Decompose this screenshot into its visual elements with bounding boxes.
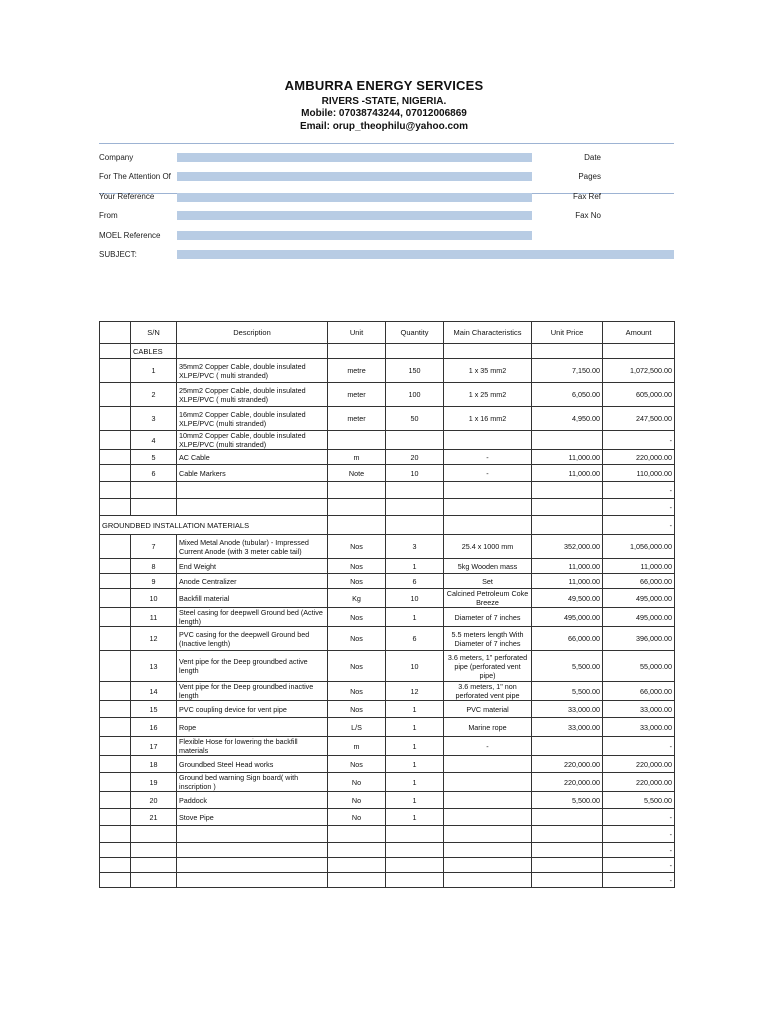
table-row bbox=[100, 873, 675, 888]
table-row bbox=[100, 344, 675, 359]
table-row bbox=[100, 383, 675, 407]
header-sn: S/N bbox=[131, 322, 177, 344]
cell-unit: Nos bbox=[328, 574, 386, 589]
header-main-characteristics: Main Characteristics bbox=[444, 322, 532, 344]
cell-unit-price: 11,000.00 bbox=[532, 559, 603, 574]
company-email: Email: orup_theophilu@yahoo.com bbox=[299, 121, 469, 132]
cell-sn bbox=[131, 843, 177, 858]
cell-quantity: 20 bbox=[386, 450, 444, 465]
cell-blank bbox=[100, 756, 131, 773]
cell-unit-price: 7,150.00 bbox=[532, 359, 603, 383]
cell-blank bbox=[100, 482, 131, 499]
cell-characteristics: PVC material bbox=[444, 701, 532, 718]
cell-characteristics: 1 x 16 mm2 bbox=[444, 407, 532, 431]
cell-characteristics: 3.6 meters, 1" perforated pipe (perforated vent pipe) bbox=[444, 651, 532, 682]
cell-quantity: 10 bbox=[386, 465, 444, 482]
cell-unit bbox=[328, 431, 386, 450]
cell-quantity: 100 bbox=[386, 383, 444, 407]
cell-unit-price: 66,000.00 bbox=[532, 627, 603, 651]
cell-characteristics: Marine rope bbox=[444, 718, 532, 737]
cell-characteristics: 5kg Wooden mass bbox=[444, 559, 532, 574]
cell-unit: meter bbox=[328, 383, 386, 407]
cell-sn: 20 bbox=[131, 792, 177, 809]
company-location: RIVERS -STATE, NIGERIA. bbox=[321, 96, 447, 107]
table-row bbox=[100, 682, 675, 701]
reference-field[interactable] bbox=[177, 193, 532, 202]
cell-blank bbox=[100, 873, 131, 888]
cell-unit: Kg bbox=[328, 589, 386, 608]
cell-sn: 6 bbox=[131, 465, 177, 482]
cell-description bbox=[177, 499, 328, 516]
cell-unit: m bbox=[328, 450, 386, 465]
table-row bbox=[100, 826, 675, 843]
cell-unit bbox=[328, 858, 386, 873]
cell-amount: 605,000.00 bbox=[603, 383, 675, 407]
cell-unit: L/S bbox=[328, 718, 386, 737]
cell-blank bbox=[100, 773, 131, 792]
cell-unit: Nos bbox=[328, 682, 386, 701]
cell-quantity bbox=[386, 843, 444, 858]
cell-description bbox=[177, 858, 328, 873]
cell-quantity bbox=[386, 516, 444, 535]
moel-reference-field[interactable] bbox=[177, 231, 532, 240]
section-title: CABLES bbox=[131, 344, 177, 359]
cell-description: PVC coupling device for vent pipe bbox=[177, 701, 328, 718]
cell-characteristics bbox=[444, 809, 532, 826]
header-blank bbox=[100, 322, 131, 344]
cell-unit-price: 220,000.00 bbox=[532, 773, 603, 792]
cell-amount: 495,000.00 bbox=[603, 608, 675, 627]
cell-characteristics bbox=[444, 482, 532, 499]
cell-blank bbox=[100, 431, 131, 450]
cell-characteristics bbox=[444, 773, 532, 792]
cell-characteristics: - bbox=[444, 450, 532, 465]
cell-sn: 9 bbox=[131, 574, 177, 589]
cell-blank bbox=[100, 682, 131, 701]
cell-quantity bbox=[386, 873, 444, 888]
moel-reference-label: MOEL Reference bbox=[99, 231, 161, 240]
table-row bbox=[100, 858, 675, 873]
table-row bbox=[100, 450, 675, 465]
cell-unit bbox=[328, 843, 386, 858]
cell-unit-price bbox=[532, 499, 603, 516]
cell-unit bbox=[328, 344, 386, 359]
cell-unit: Nos bbox=[328, 701, 386, 718]
cell-blank bbox=[100, 359, 131, 383]
cell-amount: - bbox=[603, 482, 675, 499]
cell-characteristics bbox=[444, 843, 532, 858]
cell-characteristics: 1 x 35 mm2 bbox=[444, 359, 532, 383]
cell-amount: 220,000.00 bbox=[603, 773, 675, 792]
cell-unit-price: 6,050.00 bbox=[532, 383, 603, 407]
cell-unit-price: 49,500.00 bbox=[532, 589, 603, 608]
table-row bbox=[100, 431, 675, 450]
cell-sn: 19 bbox=[131, 773, 177, 792]
cell-blank bbox=[100, 651, 131, 682]
cell-amount: 66,000.00 bbox=[603, 574, 675, 589]
cell-sn bbox=[131, 499, 177, 516]
cell-description: Stove Pipe bbox=[177, 809, 328, 826]
header-unit-price: Unit Price bbox=[532, 322, 603, 344]
cell-characteristics: Calcined Petroleum Coke Breeze bbox=[444, 589, 532, 608]
cell-blank bbox=[100, 465, 131, 482]
cell-description: Flexible Hose for lowering the backfill materials bbox=[177, 737, 328, 756]
date-label: Date bbox=[584, 153, 601, 162]
table-row bbox=[100, 773, 675, 792]
cell-unit-price bbox=[532, 737, 603, 756]
cell-description: 35mm2 Copper Cable, double insulated XLPE/PVC ( multi stranded) bbox=[177, 359, 328, 383]
cell-unit-price bbox=[532, 516, 603, 535]
cell-sn: 12 bbox=[131, 627, 177, 651]
table-row bbox=[100, 482, 675, 499]
table-row bbox=[100, 809, 675, 826]
cell-description: Ground bed warning Sign board( with inscription ) bbox=[177, 773, 328, 792]
cell-amount: 1,072,500.00 bbox=[603, 359, 675, 383]
cell-blank bbox=[100, 737, 131, 756]
cell-amount: - bbox=[603, 516, 675, 535]
cell-unit-price: 220,000.00 bbox=[532, 756, 603, 773]
cell-unit-price: 5,500.00 bbox=[532, 651, 603, 682]
attention-field[interactable] bbox=[177, 172, 532, 181]
table-row bbox=[100, 701, 675, 718]
table-row bbox=[100, 843, 675, 858]
cell-amount: 396,000.00 bbox=[603, 627, 675, 651]
cell-blank bbox=[100, 344, 131, 359]
cell-quantity: 6 bbox=[386, 574, 444, 589]
cell-sn: 7 bbox=[131, 535, 177, 559]
cell-description: 10mm2 Copper Cable, double insulated XLPE/PVC (multi stranded) bbox=[177, 431, 328, 450]
cell-amount: 220,000.00 bbox=[603, 450, 675, 465]
cell-sn: 10 bbox=[131, 589, 177, 608]
cell-unit: Nos bbox=[328, 756, 386, 773]
cell-unit: Nos bbox=[328, 535, 386, 559]
cell-description bbox=[177, 482, 328, 499]
cell-amount: 220,000.00 bbox=[603, 756, 675, 773]
cell-blank bbox=[100, 559, 131, 574]
cell-amount: 495,000.00 bbox=[603, 589, 675, 608]
cell-quantity: 1 bbox=[386, 701, 444, 718]
cell-characteristics bbox=[444, 344, 532, 359]
cell-unit-price: 11,000.00 bbox=[532, 450, 603, 465]
company-label: Company bbox=[99, 153, 134, 162]
cell-unit-price: 4,950.00 bbox=[532, 407, 603, 431]
cell-unit: m bbox=[328, 737, 386, 756]
cell-blank bbox=[100, 499, 131, 516]
cell-unit bbox=[328, 873, 386, 888]
cell-unit: No bbox=[328, 773, 386, 792]
cell-sn: 21 bbox=[131, 809, 177, 826]
cell-amount: - bbox=[603, 809, 675, 826]
reference-label: Your Reference bbox=[99, 192, 155, 201]
table-row bbox=[100, 608, 675, 627]
cell-description: Anode Centralizer bbox=[177, 574, 328, 589]
cell-amount: - bbox=[603, 873, 675, 888]
cell-sn: 17 bbox=[131, 737, 177, 756]
cell-amount: - bbox=[603, 737, 675, 756]
cell-blank bbox=[100, 701, 131, 718]
cell-characteristics: - bbox=[444, 465, 532, 482]
table-row bbox=[100, 574, 675, 589]
cell-blank bbox=[100, 574, 131, 589]
cell-description: Mixed Metal Anode (tubular) - Impressed Current Anode (with 3 meter cable tail) bbox=[177, 535, 328, 559]
cell-amount: 55,000.00 bbox=[603, 651, 675, 682]
pages-label: Pages bbox=[578, 172, 601, 181]
cell-amount: - bbox=[603, 843, 675, 858]
cell-characteristics: - bbox=[444, 737, 532, 756]
cell-quantity bbox=[386, 482, 444, 499]
cell-description: Cable Markers bbox=[177, 465, 328, 482]
cell-sn: 15 bbox=[131, 701, 177, 718]
cell-description: 16mm2 Copper Cable, double insulated XLPE/PVC (multi stranded) bbox=[177, 407, 328, 431]
cell-description: Steel casing for deepwell Ground bed (Active length) bbox=[177, 608, 328, 627]
cell-unit-price bbox=[532, 809, 603, 826]
cell-description: Backfill material bbox=[177, 589, 328, 608]
company-mobile: Mobile: 07038743244, 07012006869 bbox=[301, 108, 467, 119]
cell-characteristics: 5.5 meters length With Diameter of 7 inches bbox=[444, 627, 532, 651]
cell-blank bbox=[100, 627, 131, 651]
cell-unit-price bbox=[532, 873, 603, 888]
cell-amount: 66,000.00 bbox=[603, 682, 675, 701]
cell-sn: 5 bbox=[131, 450, 177, 465]
table-row bbox=[100, 359, 675, 383]
cell-description bbox=[177, 843, 328, 858]
cell-blank bbox=[100, 383, 131, 407]
table-header-row bbox=[100, 322, 675, 344]
cell-amount: - bbox=[603, 858, 675, 873]
table-row bbox=[100, 737, 675, 756]
cell-quantity bbox=[386, 858, 444, 873]
cell-unit-price: 33,000.00 bbox=[532, 701, 603, 718]
cell-quantity: 1 bbox=[386, 737, 444, 756]
cell-characteristics: Diameter of 7 inches bbox=[444, 608, 532, 627]
from-field[interactable] bbox=[177, 211, 532, 220]
cell-description: Rope bbox=[177, 718, 328, 737]
cell-sn: 3 bbox=[131, 407, 177, 431]
cell-sn: 16 bbox=[131, 718, 177, 737]
cell-unit-price bbox=[532, 482, 603, 499]
table-row bbox=[100, 627, 675, 651]
attention-label: For The Attention Of bbox=[99, 172, 171, 181]
cell-characteristics bbox=[444, 873, 532, 888]
cell-sn: 4 bbox=[131, 431, 177, 450]
cell-amount: 1,056,000.00 bbox=[603, 535, 675, 559]
table-row bbox=[100, 407, 675, 431]
cell-unit: Nos bbox=[328, 608, 386, 627]
cell-sn: 14 bbox=[131, 682, 177, 701]
cell-amount: 33,000.00 bbox=[603, 701, 675, 718]
cell-unit-price: 495,000.00 bbox=[532, 608, 603, 627]
cell-quantity bbox=[386, 826, 444, 843]
cell-quantity: 1 bbox=[386, 608, 444, 627]
table-row bbox=[100, 589, 675, 608]
cell-unit-price: 33,000.00 bbox=[532, 718, 603, 737]
cell-quantity: 6 bbox=[386, 627, 444, 651]
table-row bbox=[100, 651, 675, 682]
cell-quantity: 1 bbox=[386, 756, 444, 773]
cell-characteristics: 3.6 meters, 1" non perforated vent pipe bbox=[444, 682, 532, 701]
cell-amount: - bbox=[603, 826, 675, 843]
cell-unit bbox=[328, 516, 386, 535]
cell-amount: 110,000.00 bbox=[603, 465, 675, 482]
cell-description: PVC casing for the deepwell Ground bed (Inactive length) bbox=[177, 627, 328, 651]
cell-blank bbox=[100, 809, 131, 826]
cell-unit bbox=[328, 826, 386, 843]
cell-amount: - bbox=[603, 431, 675, 450]
cell-sn: 18 bbox=[131, 756, 177, 773]
cell-blank bbox=[100, 589, 131, 608]
cell-sn bbox=[131, 873, 177, 888]
cell-amount bbox=[603, 344, 675, 359]
cell-blank bbox=[100, 450, 131, 465]
cell-sn: 11 bbox=[131, 608, 177, 627]
table-row bbox=[100, 718, 675, 737]
cell-quantity: 1 bbox=[386, 718, 444, 737]
cell-quantity: 150 bbox=[386, 359, 444, 383]
cell-quantity bbox=[386, 431, 444, 450]
cell-characteristics bbox=[444, 858, 532, 873]
cell-quantity: 10 bbox=[386, 651, 444, 682]
cell-unit: No bbox=[328, 809, 386, 826]
cell-description: Vent pipe for the Deep groundbed inactive length bbox=[177, 682, 328, 701]
subject-label: SUBJECT: bbox=[99, 250, 137, 259]
cell-quantity: 1 bbox=[386, 559, 444, 574]
table-row bbox=[100, 756, 675, 773]
cell-unit-price: 5,500.00 bbox=[532, 682, 603, 701]
cell-unit-price: 11,000.00 bbox=[532, 574, 603, 589]
cell-quantity: 50 bbox=[386, 407, 444, 431]
cell-amount: 11,000.00 bbox=[603, 559, 675, 574]
header-divider bbox=[99, 143, 674, 144]
cell-quantity bbox=[386, 344, 444, 359]
cell-unit: Nos bbox=[328, 651, 386, 682]
from-label: From bbox=[99, 211, 118, 220]
cell-unit: Nos bbox=[328, 559, 386, 574]
section-title: GROUNDBED INSTALLATION MATERIALS bbox=[100, 516, 328, 535]
cell-sn: 8 bbox=[131, 559, 177, 574]
header-description: Description bbox=[177, 322, 328, 344]
cell-sn: 1 bbox=[131, 359, 177, 383]
cell-unit-price bbox=[532, 858, 603, 873]
cell-blank bbox=[100, 826, 131, 843]
cell-description bbox=[177, 873, 328, 888]
company-field[interactable] bbox=[177, 153, 532, 162]
cell-unit bbox=[328, 482, 386, 499]
cell-blank bbox=[100, 792, 131, 809]
cell-characteristics bbox=[444, 516, 532, 535]
cell-unit: meter bbox=[328, 407, 386, 431]
cell-unit-price bbox=[532, 431, 603, 450]
cell-blank bbox=[100, 535, 131, 559]
header-quantity: Quantity bbox=[386, 322, 444, 344]
subject-field[interactable] bbox=[177, 250, 674, 259]
cell-unit-price bbox=[532, 344, 603, 359]
cell-quantity: 1 bbox=[386, 773, 444, 792]
cell-unit: metre bbox=[328, 359, 386, 383]
header-amount: Amount bbox=[603, 322, 675, 344]
cell-characteristics bbox=[444, 431, 532, 450]
cell-description: End Weight bbox=[177, 559, 328, 574]
cell-description: AC Cable bbox=[177, 450, 328, 465]
cell-unit: Nos bbox=[328, 627, 386, 651]
cell-blank bbox=[100, 718, 131, 737]
cell-unit: No bbox=[328, 792, 386, 809]
cell-sn: 2 bbox=[131, 383, 177, 407]
cell-sn: 13 bbox=[131, 651, 177, 682]
cell-description: Groundbed Steel Head works bbox=[177, 756, 328, 773]
cell-sn bbox=[131, 858, 177, 873]
cell-description: Vent pipe for the Deep groundbed active length bbox=[177, 651, 328, 682]
cell-characteristics bbox=[444, 826, 532, 843]
cell-description: 25mm2 Copper Cable, double insulated XLPE/PVC ( multi stranded) bbox=[177, 383, 328, 407]
cell-quantity bbox=[386, 499, 444, 516]
cell-unit-price: 5,500.00 bbox=[532, 792, 603, 809]
cell-amount: 33,000.00 bbox=[603, 718, 675, 737]
cell-quantity: 12 bbox=[386, 682, 444, 701]
cell-quantity: 1 bbox=[386, 809, 444, 826]
cell-unit-price: 11,000.00 bbox=[532, 465, 603, 482]
table-row bbox=[100, 559, 675, 574]
cell-characteristics: Set bbox=[444, 574, 532, 589]
cell-unit: Note bbox=[328, 465, 386, 482]
table-row bbox=[100, 516, 675, 535]
quotation-table bbox=[99, 321, 675, 888]
cell-quantity: 10 bbox=[386, 589, 444, 608]
fax-no-label: Fax No bbox=[575, 211, 601, 220]
cell-unit-price bbox=[532, 843, 603, 858]
cell-characteristics bbox=[444, 792, 532, 809]
cell-amount: - bbox=[603, 499, 675, 516]
cell-unit-price bbox=[532, 826, 603, 843]
cell-characteristics bbox=[444, 499, 532, 516]
cell-blank bbox=[100, 858, 131, 873]
cell-sn bbox=[131, 826, 177, 843]
table-row bbox=[100, 535, 675, 559]
cell-blank bbox=[100, 407, 131, 431]
cell-description: Paddock bbox=[177, 792, 328, 809]
fax-ref-label: Fax Ref bbox=[572, 192, 601, 201]
cell-blank bbox=[100, 843, 131, 858]
cell-characteristics bbox=[444, 756, 532, 773]
cell-amount: 5,500.00 bbox=[603, 792, 675, 809]
cell-quantity: 3 bbox=[386, 535, 444, 559]
cell-description bbox=[177, 826, 328, 843]
cell-unit bbox=[328, 499, 386, 516]
cell-characteristics: 1 x 25 mm2 bbox=[444, 383, 532, 407]
cell-characteristics: 25.4 x 1000 mm bbox=[444, 535, 532, 559]
cell-amount: 247,500.00 bbox=[603, 407, 675, 431]
cell-description bbox=[177, 344, 328, 359]
table-row bbox=[100, 499, 675, 516]
table-row bbox=[100, 465, 675, 482]
company-name: AMBURRA ENERGY SERVICES bbox=[284, 78, 484, 93]
cell-sn bbox=[131, 482, 177, 499]
cell-blank bbox=[100, 608, 131, 627]
cell-unit-price: 352,000.00 bbox=[532, 535, 603, 559]
header-unit: Unit bbox=[328, 322, 386, 344]
cell-quantity: 1 bbox=[386, 792, 444, 809]
table-row bbox=[100, 792, 675, 809]
